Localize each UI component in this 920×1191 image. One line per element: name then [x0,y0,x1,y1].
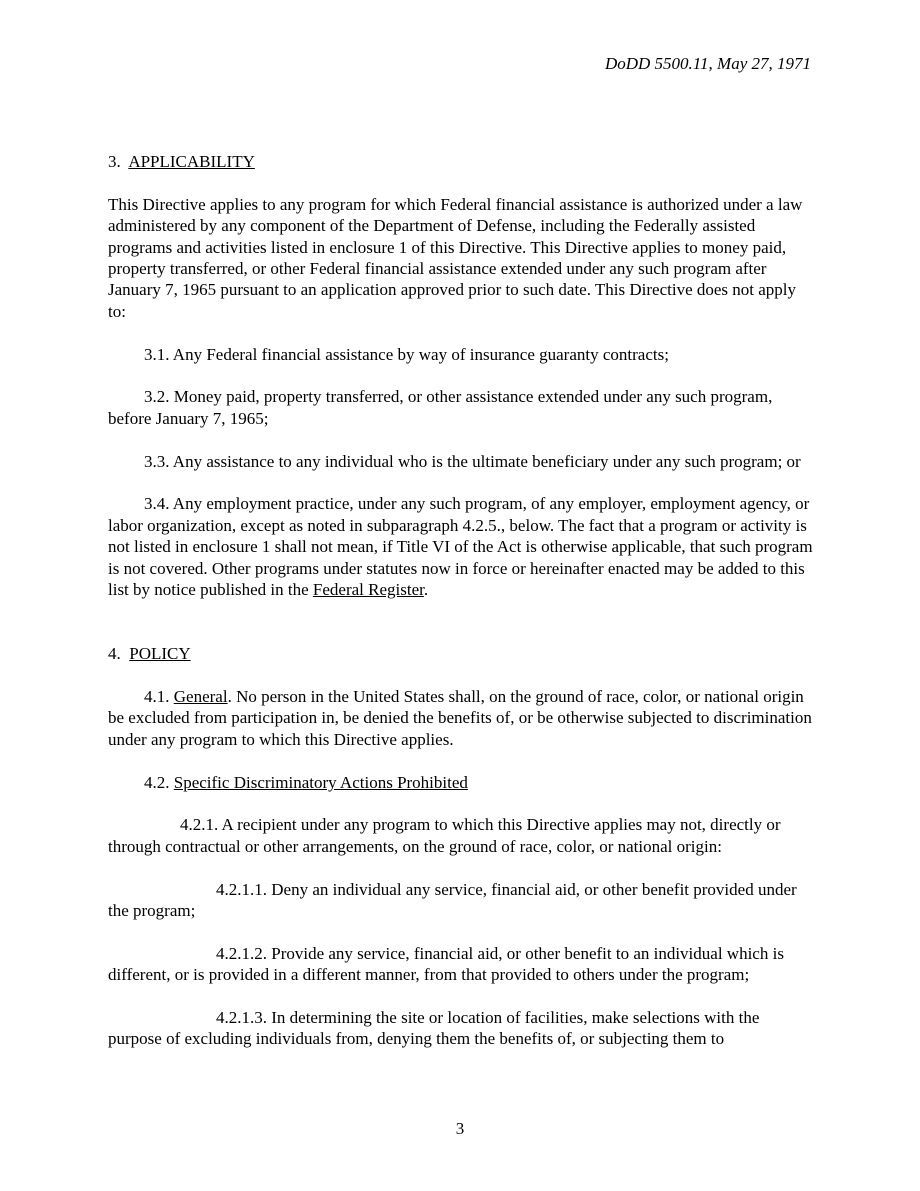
section-4-heading [108,643,814,664]
federal-register-reference: Federal Register [312,580,424,600]
item-4-2-title: Specific Discriminatory Actions Prohibited [173,772,468,792]
page-number: 3 [455,1119,465,1138]
item-4-2 [108,772,814,793]
item-3-4 [108,493,814,600]
item-3-3: 3.3. Any assistance to any individual who is the ultimate beneficiary under any such program; or [144,451,801,471]
section-4-title: POLICY [129,644,191,664]
item-4-2-1-3: 4.2.1.3. In determining the site or location of facilities, make selections with the purpose of excluding individuals from, denying them the benefits of, or subjecting them to [108,1008,760,1049]
item-4-2-1-2: 4.2.1.2. Provide any service, financial aid, or other benefit to an individual which is different, or is provided in a different manner, from that provided to others under the program; [108,943,784,985]
section-3-number: 3. [108,152,121,171]
page-content [108,151,814,1050]
item-4-1-text: . No person in the United States shall, on the ground of race, color, or national origin be excluded from participation in, be denied the benefits of, or be otherwise subjected to discrimination under any program to which this Directive applies. [108,687,812,749]
item-4-1-title: General [173,687,228,707]
item-3-4-text: 3.4. Any employment practice, under any such program, of any employer, employment agency, or labor organization, except as noted in subparagraph 4.2.5., below. The fact that a program or activity is not listed in enclosure 1 shall not mean, if Title VI of the Act is otherwise applicable, that such program is not covered. Other programs under statutes now in force or hereinafter enacted may be added to this list by notice published in the [108,494,813,600]
section-4-number: 4. [108,644,121,664]
item-4-1 [108,686,814,750]
item-4-1-number: 4.1. [144,687,174,707]
document-header: DoDD 5500.11, May 27, 1971 [604,54,811,73]
item-4-2-1-1: 4.2.1.1. Deny an individual any service, financial aid, or other benefit provided under the program; [108,879,797,921]
item-3-4-end: . [423,580,429,600]
section-3-title: APPLICABILITY [128,152,255,171]
section-3-intro: This Directive applies to any program for which Federal financial assistance is authorized under a law administered by any component of the Department of Defense, including the Federally assisted programs and activities listed in enclosure 1 of this Directive. This Directive applies to money paid, property transferred, or other Federal financial assistance extended under any such program after January 7, 1965 pursuant to an application approved prior to such date. This Directive does not apply to: [108,194,803,321]
section-3-heading [108,151,814,172]
item-3-2: 3.2. Money paid, property transferred, or other assistance extended under any such program, before January 7, 1965; [108,387,773,428]
item-4-2-1: 4.2.1. A recipient under any program to which this Directive applies may not, directly or through contractual or other arrangements, on the ground of race, color, or national origin: [108,815,781,856]
item-3-1: 3.1. Any Federal financial assistance by way of insurance guaranty contracts; [144,344,669,364]
item-4-2-number: 4.2. [144,772,174,792]
